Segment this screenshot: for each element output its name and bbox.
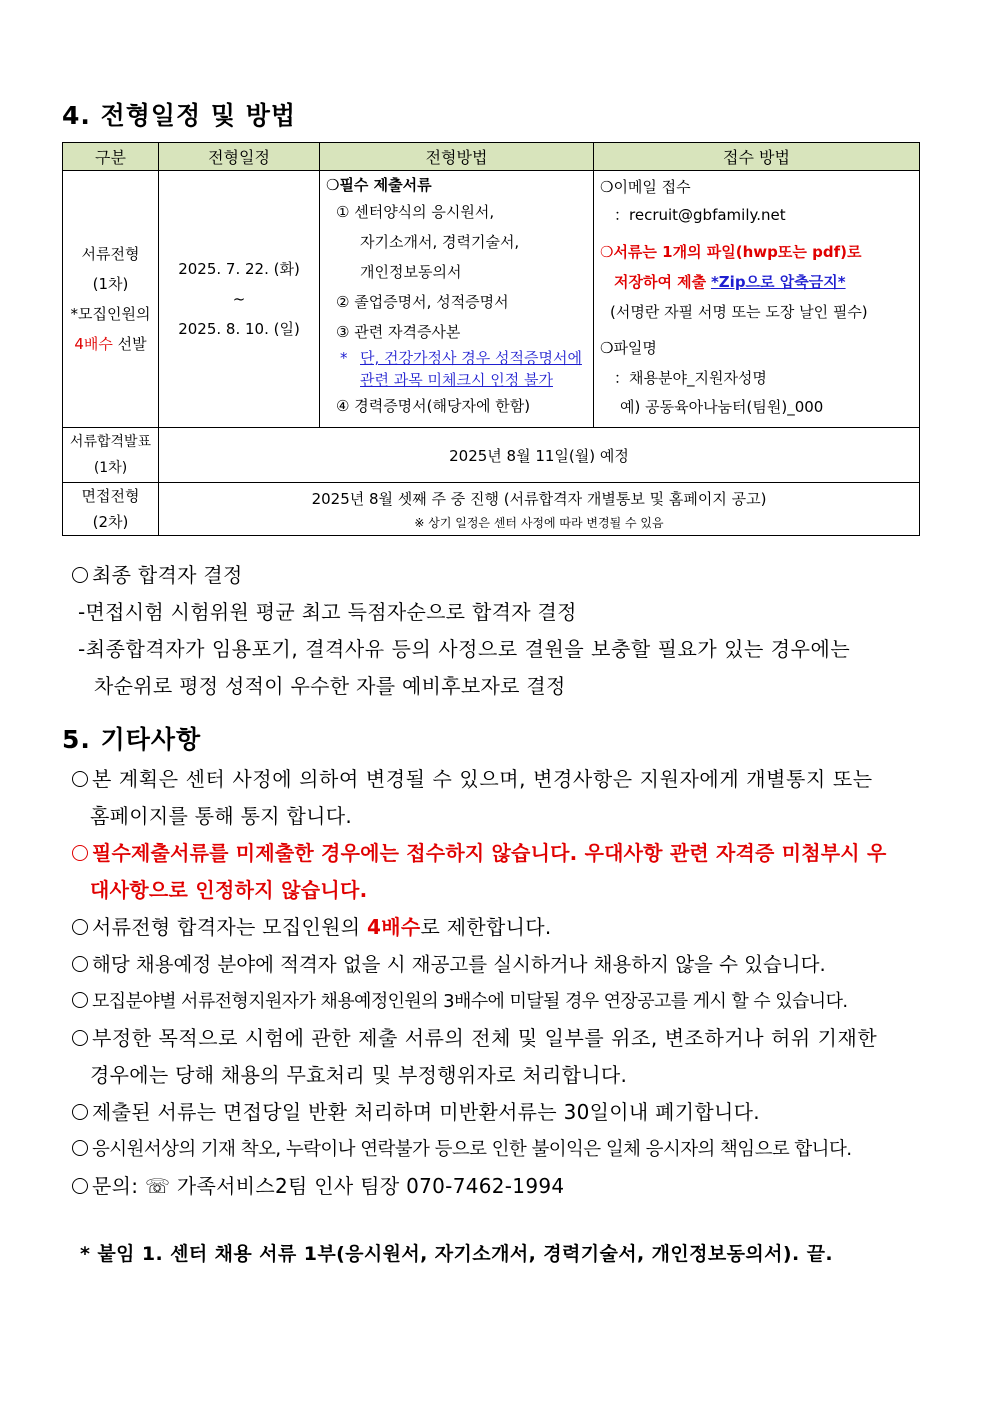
stage-multiple: 4배수: [74, 335, 113, 353]
item-2: [72, 835, 932, 872]
method-note: [326, 347, 587, 391]
stage-label: 서류합격발표: [69, 434, 152, 450]
sign-rule: (서명란 자필 서명 또는 도장 날인 필수): [610, 303, 868, 321]
stage-round: (1차): [92, 275, 129, 293]
file-rule-2-text: 저장하여 제출: [614, 273, 707, 291]
note-star: *: [340, 349, 348, 367]
circle-bullet-icon: [72, 992, 88, 1008]
stage-select-text: 선발: [112, 335, 147, 353]
final-line-2: -최종합격자가 임용포기, 결격사유 등의 사정으로 결원을 보충할 필요가 있는 경우에는: [78, 637, 851, 661]
table-row-document-screening: [63, 171, 920, 428]
date-tilde: ~: [232, 290, 246, 308]
circle-bullet-icon: [72, 1178, 88, 1194]
item-6: [72, 1020, 932, 1057]
schedule-note: ※ 상기 일정은 센터 사정에 따라 변경될 수 있음: [414, 516, 664, 530]
item-2-text: 필수제출서류를 미제출한 경우에는 접수하지 않습니다. 우대사항 관련 자격증 미첨부시 우: [92, 841, 887, 865]
stage-round: (1차): [93, 460, 128, 476]
method-item-1-cont2: 개인정보동의서: [360, 263, 462, 281]
schedule-cell: [159, 171, 320, 428]
schedule-table: [62, 142, 920, 536]
stage-select: [63, 329, 158, 359]
header-category: 구분: [63, 143, 159, 171]
item-9-pre: 문의:: [92, 1174, 145, 1198]
method-cell: [320, 171, 594, 428]
method-item-1-cont: 자기소개서, 경력기술서,: [360, 233, 520, 251]
item-3-red: 4배수: [367, 915, 421, 939]
header-reception: 접수 방법: [594, 143, 920, 171]
method-item-1: ① 센터양식의 응시원서,: [336, 203, 495, 221]
attachment-line: * 붙임 1. 센터 채용 서류 1부(응시원서, 자기소개서, 경력기술서, 개인정보동의서). 끝.: [80, 1243, 833, 1265]
item-3-pre: 서류전형 합격자는 모집인원의: [92, 915, 368, 939]
item-1: [72, 761, 932, 798]
note-line-2: 관련 과목 미체크시 인정 불가: [360, 371, 553, 389]
filename-example: 예) 공동육아나눔터(팀원)_000: [620, 398, 824, 416]
circle-bullet-icon: [72, 845, 88, 861]
item-3: [72, 909, 932, 946]
item-1-text: 본 계획은 센터 사정에 의하여 변경될 수 있으며, 변경사항은 지원자에게 개별통지 또는: [92, 767, 873, 791]
circle-bullet-icon: [72, 1030, 88, 1046]
item-1-cont: 홈페이지를 통해 통지 합니다.: [90, 804, 353, 828]
table-header-row: [63, 143, 920, 171]
item-8: [72, 1131, 932, 1168]
reception-cell: [594, 171, 920, 428]
final-decision-block: [72, 557, 932, 705]
zip-warning: *Zip으로 압축금지*: [710, 273, 846, 291]
stage-label: 서류전형: [81, 245, 140, 263]
email-address: ：recruit@gbfamily.net: [614, 206, 786, 224]
result-date: 2025년 8월 11일(월) 예정: [159, 428, 920, 483]
email-head: ❍이메일 접수: [600, 178, 691, 196]
file-rule-1: ❍서류는 1개의 파일(hwp또는 pdf)로: [600, 243, 862, 261]
table-row-interview: [63, 483, 920, 536]
method-item-4: ④ 경력증명서(해당자에 한함): [336, 397, 531, 415]
file-rule-2: [600, 267, 913, 297]
method-head: ❍필수 제출서류: [326, 176, 432, 194]
final-line-3: 차순위로 평정 성적이 우수한 자를 예비후보자로 결정: [94, 674, 566, 698]
item-3-post: 로 제한합니다.: [420, 915, 552, 939]
item-2-cont: 대사항으로 인정하지 않습니다.: [90, 878, 368, 902]
item-9-contact: 가족서비스2팀 인사 팀장 070-7462-1994: [170, 1174, 565, 1198]
stage-note: *모집인원의: [70, 305, 151, 323]
final-line-1: -면접시험 시험위원 평균 최고 득점자순으로 합격자 결정: [78, 600, 577, 624]
section4-title: 4. 전형일정 및 방법: [62, 101, 297, 130]
item-6-text: 부정한 목적으로 시험에 관한 제출 서류의 전체 및 일부를 위조, 변조하거나 허위 기재한: [92, 1026, 878, 1050]
date-start: 2025. 7. 22. (화): [178, 260, 300, 278]
stage-round: (2차): [92, 513, 129, 531]
item-6-cont: 경우에는 당해 채용의 무효처리 및 부정행위자로 처리합니다.: [90, 1063, 628, 1087]
item-9: [72, 1168, 932, 1205]
filename-head: ❍파일명: [600, 339, 657, 357]
date-end: 2025. 8. 10. (일): [178, 320, 300, 338]
table-row-document-result: [63, 428, 920, 483]
item-4-text: 해당 채용예정 분야에 적격자 없을 시 재공고를 실시하거나 채용하지 않을 수 있습니다.: [92, 953, 826, 976]
stage-label: 면접전형: [81, 487, 140, 505]
final-head: [72, 557, 932, 594]
section5-title: 5. 기타사항: [62, 725, 202, 754]
circle-bullet-icon: [72, 1140, 88, 1156]
item-5: [72, 983, 932, 1020]
item-5-text: 모집분야별 서류전형지원자가 채용예정인원의 3배수에 미달될 경우 연장공고를 게시 할 수 있습니다.: [92, 991, 848, 1012]
item-4: [72, 946, 932, 983]
stage-cell: [63, 171, 159, 428]
other-items-block: [72, 761, 932, 1205]
item-7-text: 제출된 서류는 면접당일 반환 처리하며 미반환서류는 30일이내 폐기합니다.: [92, 1100, 760, 1124]
phone-icon: ☏: [144, 1174, 171, 1198]
circle-bullet-icon: [72, 919, 88, 935]
stage-cell: [63, 483, 159, 536]
filename-format: ：채용분야_지원자성명: [614, 369, 767, 387]
method-item-3: ③ 관련 자격증사본: [336, 323, 461, 341]
circle-bullet-icon: [72, 956, 88, 972]
note-line-1: 단, 건강가정사 경우 성적증명서에: [360, 349, 582, 367]
interview-cell: [159, 483, 920, 536]
stage-cell: [63, 428, 159, 483]
circle-bullet-icon: [72, 1104, 88, 1120]
circle-bullet-icon: [72, 771, 88, 787]
circle-bullet-icon: [72, 567, 88, 583]
interview-text: 2025년 8월 셋째 주 중 진행 (서류합격자 개별통보 및 홈페이지 공고): [311, 490, 767, 508]
header-method: 전형방법: [320, 143, 594, 171]
final-head-text: 최종 합격자 결정: [92, 563, 243, 587]
method-item-2: ② 졸업증명서, 성적증명서: [336, 293, 509, 311]
item-8-text: 응시원서상의 기재 착오, 누락이나 연락불가 등으로 인한 불이익은 일체 응시자의 책임으로 합니다.: [92, 1139, 852, 1160]
item-7: [72, 1094, 932, 1131]
header-schedule: 전형일정: [159, 143, 320, 171]
